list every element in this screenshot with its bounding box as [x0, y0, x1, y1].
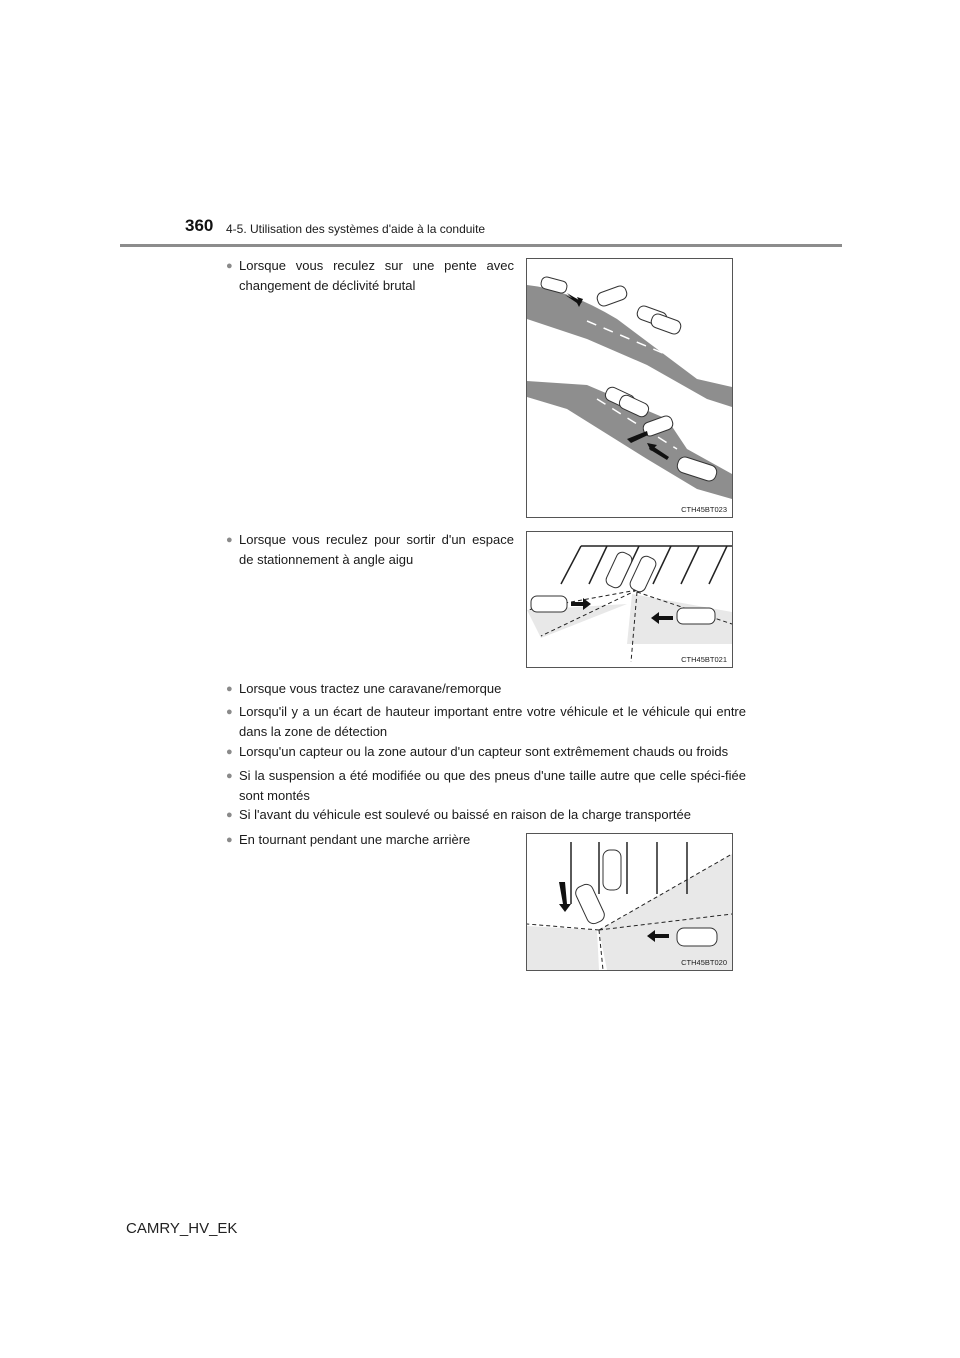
item-text: Lorsque vous tractez une caravane/remorque [239, 681, 502, 696]
bullet-icon: ● [226, 260, 233, 272]
figure-slope [526, 258, 733, 518]
bullet-icon: ● [226, 683, 233, 695]
bullet-icon: ● [226, 834, 233, 846]
item-text: Si l'avant du véhicule est soulevé ou baissé en raison de la charge transportée [239, 807, 691, 822]
turning-reverse-illustration [527, 834, 732, 970]
model-code: CAMRY_HV_EK [126, 1220, 238, 1237]
bullet-icon: ● [226, 809, 233, 821]
list-item [226, 530, 514, 570]
figure-code: CTH45BT023 [681, 505, 727, 514]
slope-illustration [527, 259, 732, 517]
section-title: 4-5. Utilisation des systèmes d'aide à la conduite [226, 222, 486, 236]
figure-turning-reverse [526, 833, 733, 971]
item-text: Si la suspension a été modifiée ou que des pneus d'une taille autre que celle spéci-fiée sont montés [239, 768, 746, 803]
item-text: Lorsque vous reculez sur une pente avec changement de déclivité brutal [239, 258, 514, 293]
bullet-icon: ● [226, 770, 233, 782]
list-item [226, 766, 746, 806]
list-item [226, 742, 746, 762]
bullet-icon: ● [226, 746, 233, 758]
page-number: 360 [185, 216, 214, 235]
figure-angle-parking [526, 531, 733, 668]
bullet-icon: ● [226, 534, 233, 546]
list-item [226, 702, 746, 742]
list-item [226, 256, 514, 296]
item-text: En tournant pendant une marche arrière [239, 832, 471, 847]
figure-code: CTH45BT021 [681, 655, 727, 664]
list-item [226, 679, 746, 699]
item-text: Lorsqu'il y a un écart de hauteur important entre votre véhicule et le véhicule qui entre dans la zone de détection [239, 704, 746, 739]
item-text: Lorsque vous reculez pour sortir d'un espace de stationnement à angle aigu [239, 532, 514, 567]
bullet-icon: ● [226, 706, 233, 718]
header-rule [120, 244, 842, 247]
item-text: Lorsqu'un capteur ou la zone autour d'un capteur sont extrêmement chauds ou froids [239, 744, 729, 759]
figure-code: CTH45BT020 [681, 958, 727, 967]
list-item [226, 830, 514, 850]
angle-parking-illustration [527, 532, 732, 667]
list-item [226, 805, 746, 825]
